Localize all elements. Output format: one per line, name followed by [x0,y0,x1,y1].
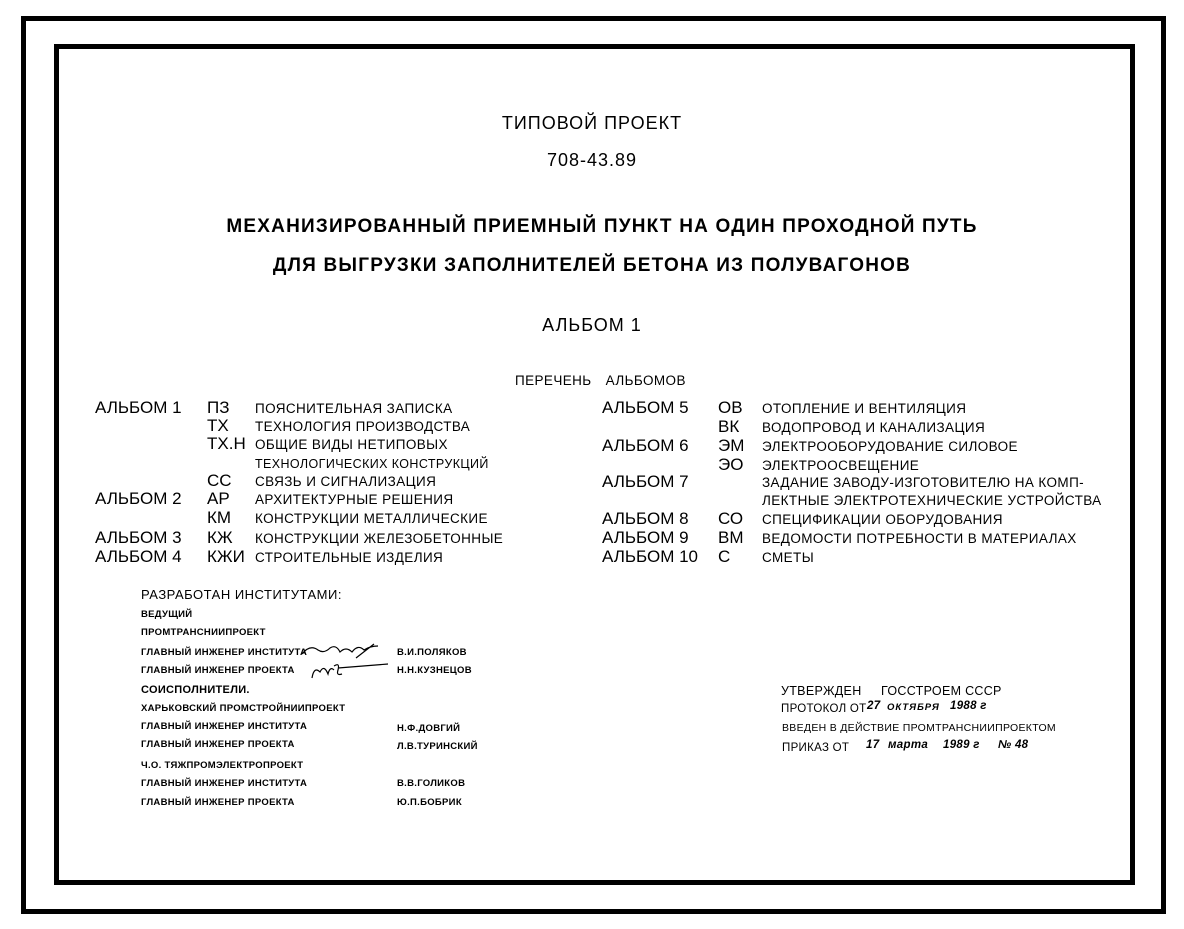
person-name: В.И.ПОЛЯКОВ [397,647,467,658]
album-label: АЛЬБОМ 2 [95,489,182,508]
album-label: АЛЬБОМ 3 [95,528,182,547]
order-month: марта [888,739,929,751]
role: ГЛАВНЫЙ ИНЖЕНЕР ИНСТИТУТА [141,778,308,789]
album-label: АЛЬБОМ 4 [95,547,182,566]
section-description: КОНСТРУКЦИИ ЖЕЛЕЗОБЕТОННЫЕ [255,531,504,546]
album-label: АЛЬБОМ 7 [602,472,689,491]
section-code: АР [207,489,230,508]
section-description: ТЕХНОЛОГИЧЕСКИХ КОНСТРУКЦИЙ [255,457,489,471]
section-description: ОТОПЛЕНИЕ И ВЕНТИЛЯЦИЯ [762,401,967,416]
section-description: АРХИТЕКТУРНЫЕ РЕШЕНИЯ [255,492,454,507]
album-heading: АЛЬБОМ 1 [542,315,642,335]
albums-list-title: ПЕРЕЧЕНЬ АЛЬБОМОВ [515,373,686,388]
section-description: ЛЕКТНЫЕ ЭЛЕКТРОТЕХНИЧЕСКИЕ УСТРОЙСТВА [762,493,1102,508]
approved-by: ГОССТРОЕМ СССР [881,684,1002,698]
protocol-year: 1988 г [950,700,987,712]
album-label: АЛЬБОМ 6 [602,436,689,455]
enacted-text: ВВЕДЕН В ДЕЙСТВИЕ ПРОМТРАНСНИИПРОЕКТОМ [782,722,1056,734]
protocol-label: ПРОТОКОЛ ОТ [781,703,867,715]
section-code: СС [207,471,232,490]
person-name: В.В.ГОЛИКОВ [397,778,466,789]
section-description: КОНСТРУКЦИИ МЕТАЛЛИЧЕСКИЕ [255,511,488,526]
person-name: Ю.П.БОБРИК [397,797,462,808]
album-label: АЛЬБОМ 10 [602,547,699,566]
role: ГЛАВНЫЙ ИНЖЕНЕР ИНСТИТУТА [141,647,308,658]
project-name-line1: МЕХАНИЗИРОВАННЫЙ ПРИЕМНЫЙ ПУНКТ НА ОДИН ПРОХОДНОЙ ПУТЬ [226,216,978,237]
role: ГЛАВНЫЙ ИНЖЕНЕР ПРОЕКТА [141,665,295,676]
section-description: ЗАДАНИЕ ЗАВОДУ-ИЗГОТОВИТЕЛЮ НА КОМП- [762,475,1085,490]
order-label: ПРИКАЗ ОТ [782,742,850,754]
order-number: № 48 [998,739,1029,751]
org1-name: ПРОМТРАНСНИИПРОЕКТ [141,627,266,638]
section-code: КМ [207,508,232,527]
lead-label: ВЕДУЩИЙ [141,609,193,620]
album-label: АЛЬБОМ 1 [95,398,182,417]
section-code: ТХ [207,416,229,435]
section-code: ВМ [718,528,744,547]
person-name: Н.Н.КУЗНЕЦОВ [397,665,472,676]
section-code: КЖ [207,528,233,547]
org2-name: ХАРЬКОВСКИЙ ПРОМСТРОЙНИИПРОЕКТ [141,703,346,714]
developers-title: РАЗРАБОТАН ИНСТИТУТАМИ: [141,587,342,602]
signatures [300,640,392,680]
order-day: 17 [866,739,880,751]
person-name: Л.В.ТУРИНСКИЙ [397,741,478,752]
section-description: СТРОИТЕЛЬНЫЕ ИЗДЕЛИЯ [255,550,444,565]
section-description: СМЕТЫ [762,550,815,565]
section-code: ЭМ [718,436,745,455]
album-label: АЛЬБОМ 9 [602,528,689,547]
section-description: СПЕЦИФИКАЦИИ ОБОРУДОВАНИЯ [762,512,1003,527]
section-description: ВЕДОМОСТИ ПОТРЕБНОСТИ В МАТЕРИАЛАХ [762,531,1077,546]
section-description: ПОЯСНИТЕЛЬНАЯ ЗАПИСКА [255,401,453,416]
section-description: ОБЩИЕ ВИДЫ НЕТИПОВЫХ [255,437,448,452]
approved-label: УТВЕРЖДЕН [781,684,862,698]
section-description: ТЕХНОЛОГИЯ ПРОИЗВОДСТВА [255,419,471,434]
role: ГЛАВНЫЙ ИНЖЕНЕР ИНСТИТУТА [141,721,308,732]
section-code: ЭО [718,455,744,474]
role: ГЛАВНЫЙ ИНЖЕНЕР ПРОЕКТА [141,739,295,750]
project-number: 708-43.89 [546,150,638,170]
section-description: СВЯЗЬ И СИГНАЛИЗАЦИЯ [255,474,437,489]
person-name: Н.Ф.ДОВГИЙ [397,723,461,734]
section-description: ЭЛЕКТРООБОРУДОВАНИЕ СИЛОВОЕ [762,439,1018,454]
section-code: ТХ.Н [207,434,246,453]
section-code: ПЗ [207,398,230,417]
section-description: ВОДОПРОВОД И КАНАЛИЗАЦИЯ [762,420,986,435]
section-code: ОВ [718,398,743,417]
coexecutors-label: СОИСПОЛНИТЕЛИ. [141,684,250,696]
role: ГЛАВНЫЙ ИНЖЕНЕР ПРОЕКТА [141,797,295,808]
protocol-month: ОКТЯБРЯ [887,702,940,713]
project-name-line2: ДЛЯ ВЫГРУЗКИ ЗАПОЛНИТЕЛЕЙ БЕТОНА ИЗ ПОЛУВАГОНОВ [272,255,912,276]
album-label: АЛЬБОМ 8 [602,509,689,528]
section-code: СО [718,509,744,528]
protocol-day: 27 [867,700,881,712]
section-code: КЖИ [207,547,245,566]
section-code: С [718,547,731,566]
section-description: ЭЛЕКТРООСВЕЩЕНИЕ [762,458,920,473]
doc-title: ТИПОВОЙ ПРОЕКТ [501,113,683,133]
org3-name: Ч.О. ТЯЖПРОМЭЛЕКТРОПРОЕКТ [141,760,304,771]
inner-frame [54,44,1135,885]
section-code: ВК [718,417,740,436]
order-year: 1989 г [943,739,980,751]
album-label: АЛЬБОМ 5 [602,398,689,417]
